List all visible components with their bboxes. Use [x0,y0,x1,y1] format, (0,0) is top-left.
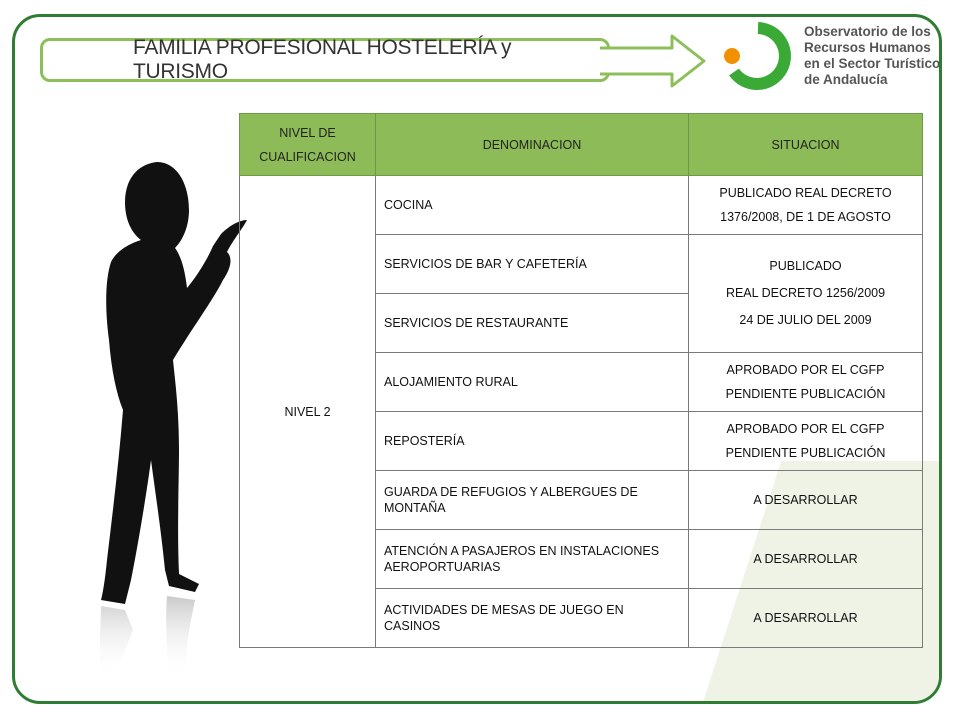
situacion-line: PENDIENTE PUBLICACIÓN [725,446,886,460]
logo-line: de Andalucía [804,72,888,87]
situacion-cell: A DESARROLLAR [689,589,923,648]
logo-line: en el Sector Turístico [804,56,941,71]
denominacion-cell: ACTIVIDADES DE MESAS DE JUEGO EN CASINOS [376,589,689,648]
header-denominacion: DENOMINACION [376,114,689,176]
situacion-cell [689,353,923,412]
situacion-line: PUBLICADO REAL DECRETO [719,186,892,200]
header-nivel-line: CUALIFICACION [259,149,356,164]
situacion-line: REAL DECRETO 1256/2009 [725,286,886,300]
nivel-cell: NIVEL 2 [240,176,376,648]
page-title-text: FAMILIA PROFESIONAL HOSTELERÍA y TURISMO [133,36,512,83]
situacion-line: APROBADO POR EL CGFP [726,363,885,377]
observatorio-logo-icon [722,22,794,90]
denominacion-cell: SERVICIOS DE BAR Y CAFETERÍA [376,235,689,294]
situacion-line: PENDIENTE PUBLICACIÓN [725,387,886,401]
qualification-table [239,113,923,648]
situacion-cell [689,176,923,235]
logo [722,22,952,92]
denominacion-cell: GUARDA DE REFUGIOS Y ALBERGUES DE MONTAÑA [376,471,689,530]
denominacion-cell: SERVICIOS DE RESTAURANTE [376,294,689,353]
situacion-cell [689,412,923,471]
header-situacion: SITUACION [689,114,923,176]
situacion-line: APROBADO POR EL CGFP [726,422,885,436]
denominacion-cell: COCINA [376,176,689,235]
situacion-line: PUBLICADO [769,259,842,273]
table-header-row [240,114,923,176]
header-nivel [240,114,376,176]
logo-line: Observatorio de los [804,24,931,39]
situacion-line: 1376/2008, DE 1 DE AGOSTO [720,210,891,224]
header-nivel-line: NIVEL DE [279,125,336,140]
denominacion-cell: ALOJAMIENTO RURAL [376,353,689,412]
page-title [40,38,610,82]
table-row [240,176,923,235]
situacion-cell [689,235,923,353]
logo-text [804,24,940,88]
arrow-right-icon [600,34,710,88]
denominacion-cell: REPOSTERÍA [376,412,689,471]
situacion-cell: A DESARROLLAR [689,530,923,589]
logo-line: Recursos Humanos [804,40,931,55]
denominacion-cell: ATENCIÓN A PASAJEROS EN INSTALACIONES AEROPORTUARIAS [376,530,689,589]
situacion-cell: A DESARROLLAR [689,471,923,530]
situacion-line: 24 DE JULIO DEL 2009 [739,313,872,327]
